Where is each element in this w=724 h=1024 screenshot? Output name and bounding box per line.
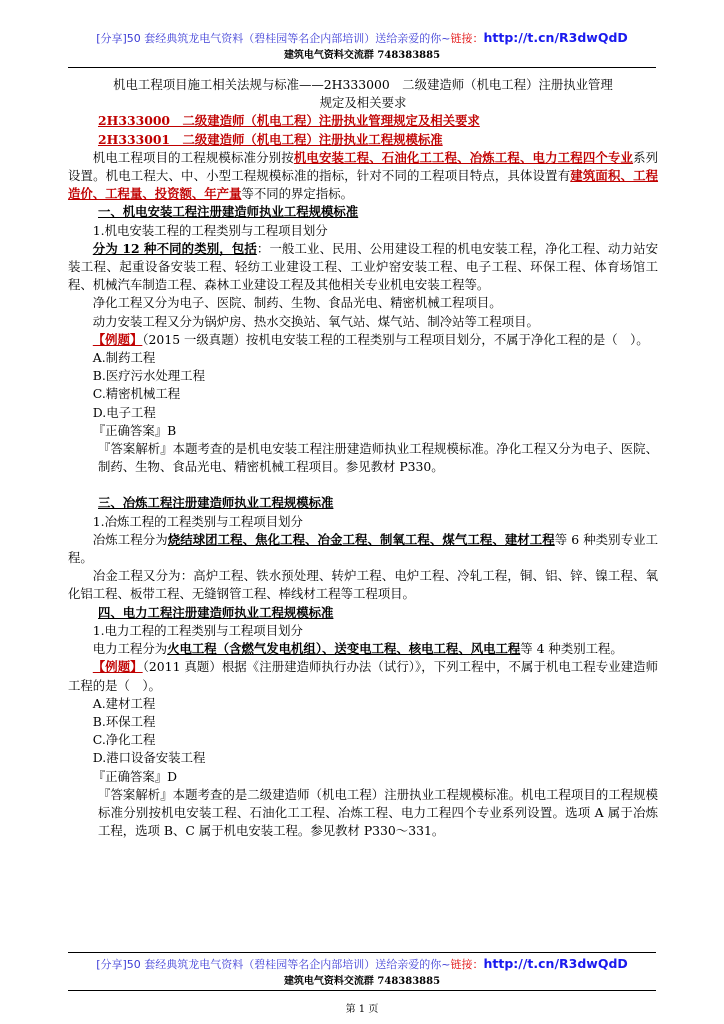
example-1-answer: 『正确答案』B [92,422,177,438]
footer-bottom-divider [68,990,656,991]
footer-share-text: [分享]50 套经典筑龙电气资料（碧桂园等名企内部培训）送给亲爱的你~ [96,958,451,971]
example-2-option-c: C.净化工程 [92,732,156,748]
header-share-line [68,30,656,46]
example-1-option-c: C.精密机械工程 [92,386,181,402]
section-3-subtitle: 1.冶炼工程的工程类别与工程项目划分 [92,513,303,529]
section-4-paragraph-1 [68,640,658,658]
footer-link-url[interactable]: http://t.cn/R3dwQdD [483,956,628,971]
section-1-bold-lead: 分为 12 种不同的类别，包括 [92,240,257,256]
header-link-url[interactable]: http://t.cn/R3dwQdD [483,30,628,45]
header-divider [68,67,656,68]
section-3-paragraph-2: 冶金工程又分为：高炉工程、铁水预处理、转炉工程、电炉工程、冷轧工程，铜、铝、锌、镍工程、氧化铝工程、板带工程、无缝钢管工程、棒线材工程等工程项目。 [68,568,658,602]
heading-2h333001: 2H333001 二级建造师（机电工程）注册执业工程规模标准 [98,131,443,147]
example-2-answer: 『正确答案』D [92,768,178,784]
section-gap [68,476,658,494]
example-1-question [68,331,658,349]
section-1-text: ：一般工业、民用、公用建设工程的机电安装工程，净化工程、动力站安装工程、起重设备安装工程、轻纺工业建设工程、工业炉窑安装工程、电子工程、环保工程、体育场馆工程、机械汽车制造工程、森林工业建设工程及其他相关专业机电安装工程等。 [68,240,659,293]
section-3-text-2: 等 6 种类别专业工程。 [68,531,659,566]
intro-highlight-2: 四个专业 [582,149,634,165]
footer-group-text: 建筑电气资料交流群 748383885 [283,976,441,987]
page-header [68,30,656,61]
section-3-text-1: 冶炼工程分为 [92,531,168,547]
footer-share-line [68,956,656,972]
footer-link-label: 链接： [450,958,484,971]
intro-text-3: 等不同的界定指标。 [241,186,353,202]
header-share-text: [分享]50 套经典筑龙电气资料（碧桂园等名企内部培训）送给亲爱的你~ [96,32,451,45]
example-1-explanation: 『答案解析』本题考查的是机电安装工程注册建造师执业工程规模标准。净化工程又分为电子、医院、制药、生物、食品光电、精密机械工程项目。参见教材 P330。 [98,441,658,475]
page-number: 第 1 页 [345,1004,379,1015]
section-4-highlight: 火电工程（含燃气发电机组）、送变电工程、核电工程、风电工程 [167,641,521,657]
example-1-option-b: B.医疗污水处理工程 [92,368,205,384]
heading-2h333000: 2H333000 二级建造师（机电工程）注册执业管理规定及相关要求 [98,113,480,129]
example-2-option-a: A.建材工程 [92,695,156,711]
section-3-title: 三、冶炼工程注册建造师执业工程规模标准 [98,495,334,511]
document-body [68,76,658,840]
intro-highlight-1: 机电安装工程、石油化工工程、冶炼工程、电力工程 [293,149,583,165]
header-group-text: 建筑电气资料交流群 748383885 [283,50,441,61]
intro-paragraph [68,149,658,204]
section-1-title: 一、机电安装工程注册建造师执业工程规模标准 [98,204,359,220]
doc-title-line-1: 机电工程项目施工相关法规与标准——2H333000 二级建造师（机电工程）注册执业管理 [113,77,613,92]
section-4-title: 四、电力工程注册建造师执业工程规模标准 [98,604,334,620]
section-3-highlight: 烧结球团工程、焦化工程、冶金工程、制氧工程、煤气工程、建材工程 [167,531,555,547]
example-1-option-d: D.电子工程 [92,404,156,420]
example-2-option-d: D.港口设备安装工程 [92,750,206,766]
intro-text-1: 机电工程项目的工程规模标准分别按 [92,149,294,165]
example-1-text: （2015 一级真题）按机电安装工程的工程类别与工程项目划分，不属于净化工程的是（ ）。 [142,331,649,347]
footer-divider [68,952,656,953]
example-2-question [68,658,658,694]
section-1-paragraph-2: 净化工程又分为电子、医院、制药、生物、食品光电、精密机械工程项目。 [92,295,502,311]
section-1-paragraph-3: 动力安装工程又分为锅炉房、热水交换站、氧气站、煤气站、制冷站等工程项目。 [92,313,539,329]
example-2-tag: 【例题】 [92,659,143,675]
example-2-explanation: 『答案解析』本题考查的是二级建造师（机电工程）注册执业工程规模标准。机电工程项目的工程规模标准分别按机电安装工程、石油化工工程、冶炼工程、电力工程四个专业系列设置。选项 A 属于冶炼工程，选项 B、C 属于机电安装工程。参见教材 P330～331。 [98,786,658,839]
section-1-subtitle: 1.机电安装工程的工程类别与工程项目划分 [92,222,328,238]
intro-text-2: 系列设置。机电工程大、中、小型工程规模标准的指标，针对不同的工程项目特点，具体设置有 [68,149,659,184]
section-3-paragraph-1 [68,531,658,567]
example-1-tag: 【例题】 [92,331,143,347]
section-4-text-2: 等 4 种类别工程。 [520,641,623,657]
intro-highlight-3: 建筑面积、工程造价、工程量、投资额、年产量 [68,168,659,202]
doc-title-line-2: 规定及相关要求 [319,95,407,111]
example-2-option-b: B.环保工程 [92,713,156,729]
section-1-paragraph-1 [68,240,658,295]
section-4-subtitle: 1.电力工程的工程类别与工程项目划分 [92,622,303,638]
page-footer-banner [68,956,656,987]
example-2-text: （2011 真题）根据《注册建造师执行办法（试行）》，下列工程中，不属于机电工程专业建造师工程的是（ ）。 [68,659,659,693]
header-link-label: 链接： [450,32,484,45]
example-1-option-a: A.制药工程 [92,350,156,366]
section-4-text-1: 电力工程分为 [92,641,168,657]
